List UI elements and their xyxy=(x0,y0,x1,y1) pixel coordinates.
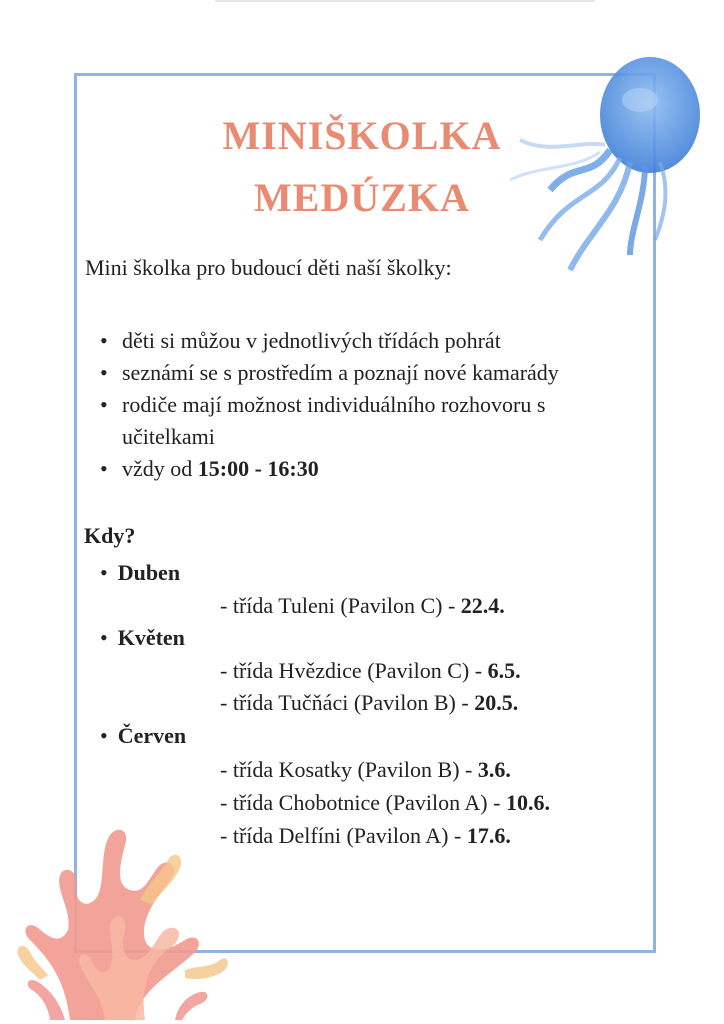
class-row xyxy=(220,690,518,716)
class-date: 20.5. xyxy=(474,690,519,715)
title-line-1: MINIŠKOLKA xyxy=(222,113,502,158)
class-date: 22.4. xyxy=(460,593,505,618)
class-row xyxy=(220,757,511,783)
class-text: - třída Hvězdice (Pavilon C) - xyxy=(220,658,488,683)
month-duben xyxy=(100,560,180,586)
month-label: Květen xyxy=(117,625,185,650)
class-date: 6.5. xyxy=(487,658,521,683)
class-row xyxy=(220,658,521,684)
title-line-2: MEDÚZKA xyxy=(254,175,470,220)
jellyfish-icon xyxy=(480,40,710,290)
class-text: - třída Chobotnice (Pavilon A) - xyxy=(220,790,506,815)
class-text: - třída Kosatky (Pavilon B) - xyxy=(220,757,478,782)
coral-icon xyxy=(10,780,230,1020)
bullet-item: • rodiče mají možnost individuálního rozhovoru s učitelkami xyxy=(98,389,618,453)
bullet-item: • seznámí se s prostředím a poznají nové kamarády xyxy=(98,357,618,389)
class-text: - třída Delfíni (Pavilon A) - xyxy=(220,823,467,848)
intro-text: Mini školka pro budoucí děti naší školky: xyxy=(85,255,452,280)
bullet-dot: • xyxy=(100,560,108,585)
class-date: 10.6. xyxy=(505,790,550,815)
month-kveten xyxy=(100,625,185,651)
bullet-item-time xyxy=(98,453,618,485)
info-bullet-list xyxy=(98,325,618,485)
schedule-heading: Kdy? xyxy=(84,523,136,548)
class-row xyxy=(220,823,511,849)
bullet-dot: • xyxy=(100,723,108,748)
class-text: - třída Tuleni (Pavilon C) - xyxy=(220,593,461,618)
bullet-dot: • xyxy=(100,625,108,650)
time-prefix: vždy od xyxy=(122,456,198,481)
class-row xyxy=(220,593,505,619)
bullet-item: • děti si můžou v jednotlivých třídách pohrát xyxy=(98,325,618,357)
class-date: 17.6. xyxy=(466,823,511,848)
class-text: - třída Tučňáci (Pavilon B) - xyxy=(220,690,475,715)
month-label: Duben xyxy=(117,560,181,585)
month-label: Červen xyxy=(117,723,187,748)
month-cerven xyxy=(100,723,186,749)
class-date: 3.6. xyxy=(477,757,511,782)
time-value: 15:00 - 16:30 xyxy=(197,456,319,481)
class-row xyxy=(220,790,550,816)
scan-edge-line xyxy=(215,0,595,2)
